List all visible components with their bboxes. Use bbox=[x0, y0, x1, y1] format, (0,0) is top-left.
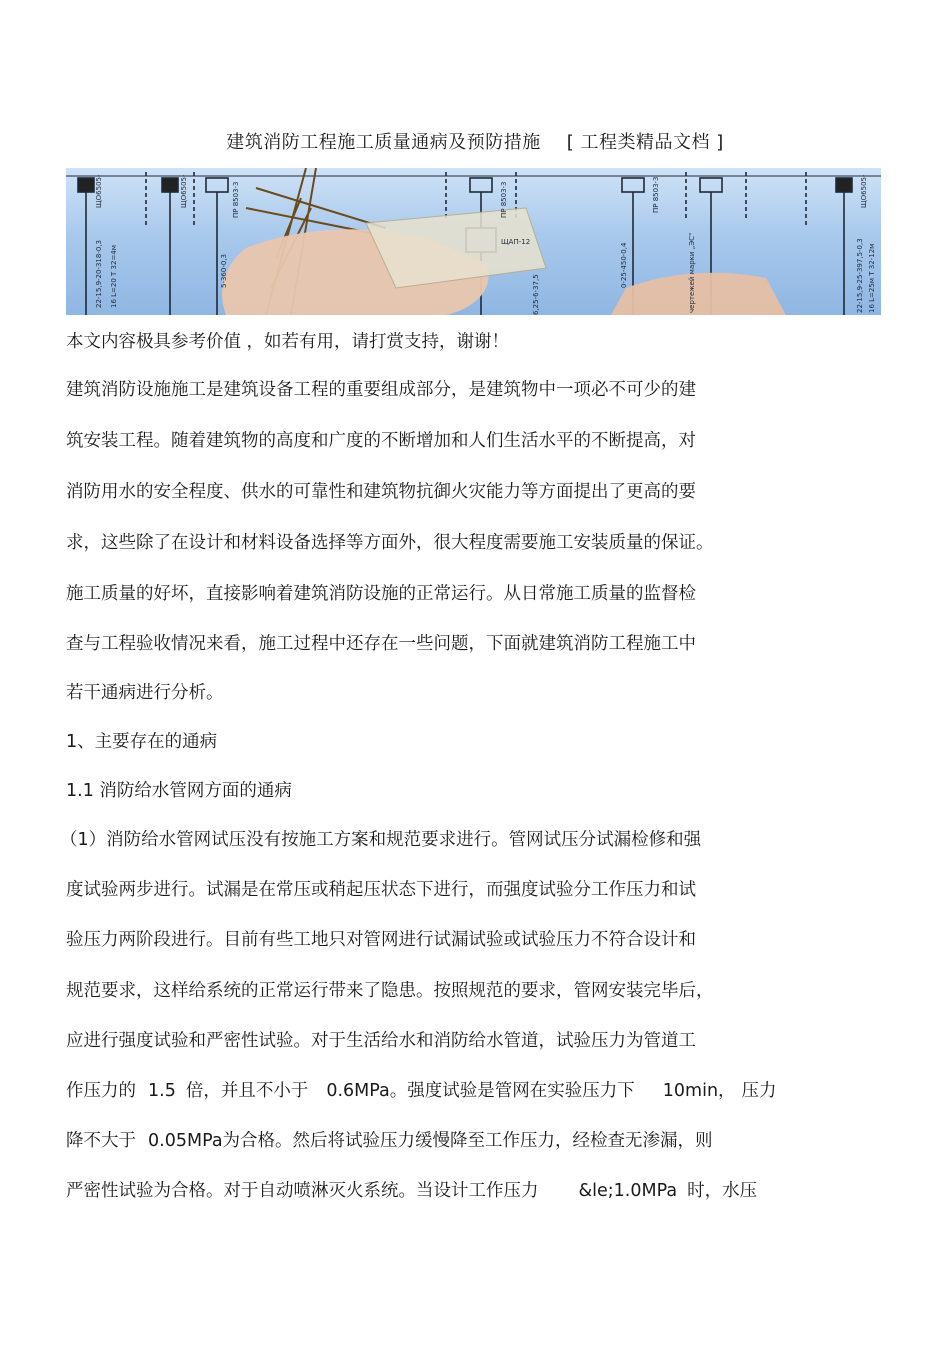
banner-label: 0-25-450-0,4 bbox=[620, 242, 628, 288]
body-line: 消防用水的安全程度、供水的可靠性和建筑物抗御火灾能力等方面提出了更高的要 bbox=[66, 482, 696, 502]
body-line: 若干通病进行分析。 bbox=[66, 683, 224, 703]
banner-label: ЩО6505- bbox=[180, 174, 188, 208]
value-segment: 1.5 bbox=[148, 1081, 176, 1101]
title-tag: [ 工程类精品文档 ] bbox=[566, 132, 724, 153]
subsection-heading: 1.1 消防给水管网方面的通病 bbox=[66, 781, 292, 801]
body-line: 应进行强度试验和严密性试验。对于生活给水和消防给水管道，试验压力为管道工 bbox=[66, 1031, 696, 1051]
banner-illustration bbox=[66, 168, 881, 315]
text-segment: 0.05MPa为合格。然后将试验压力缓慢降至工作压力，经检查无渗漏，则 bbox=[148, 1131, 713, 1151]
banner-label: 16 L=25м T 32-12м bbox=[868, 243, 876, 313]
body-line: 施工质量的好坏，直接影响着建筑消防设施的正常运行。从日常施工质量的监督检 bbox=[66, 584, 696, 604]
body-line: 查与工程验收情况来看，施工过程中还存在一些问题，下面就建筑消防工程施工中 bbox=[66, 634, 696, 654]
body-line: 验压力两阶段进行。目前有些工地只对管网进行试漏试验或试验压力不符合设计和 bbox=[66, 930, 696, 950]
banner-label: ЩО6505- bbox=[860, 174, 868, 208]
banner-label: ЩАП-12 bbox=[501, 238, 531, 246]
document-title bbox=[0, 128, 950, 154]
body-line: 规范要求，这样给系统的正常运行带来了隐患。按照规范的要求，管网安装完毕后， bbox=[66, 981, 714, 1001]
body-line: 筑安装工程。随着建筑物的高度和广度的不断增加和人们生活水平的不断提高，对 bbox=[66, 431, 696, 451]
value-segment: 10min， bbox=[662, 1081, 736, 1101]
banner-label: ПР 8503-3 bbox=[500, 181, 508, 218]
banner-label: 22-15,9-20-318-0,3 bbox=[95, 240, 103, 308]
banner-label: 16 L=20 T 32=4м bbox=[110, 244, 118, 308]
text-segment: 倍，并且不小于 bbox=[185, 1081, 309, 1101]
banner-label: ЩО6505- bbox=[95, 174, 103, 208]
banner-label: 22-15,9-25-397,5-0,3 bbox=[856, 238, 864, 313]
text-segment: 作压力的 bbox=[66, 1081, 136, 1101]
title-text: 建筑消防工程施工质量通病及预防措施 bbox=[226, 132, 541, 153]
body-line: 求，这些除了在设计和材料设备选择等方面外，很大程度需要施工安装质量的保证。 bbox=[66, 533, 714, 553]
banner-label: ПР 8503-3 bbox=[232, 181, 240, 218]
text-segment: 强度试验是管网在实验压力下 bbox=[407, 1081, 635, 1101]
banner-label: ПР 8503-3 bbox=[652, 176, 660, 213]
text-segment: 降不大于 bbox=[66, 1131, 136, 1151]
body-line-mixed bbox=[66, 1079, 777, 1103]
body-line-mixed bbox=[66, 1129, 713, 1153]
banner-image bbox=[66, 168, 881, 315]
body-line-mixed bbox=[66, 1179, 757, 1203]
body-line: （1）消防给水管网试压没有按施工方案和规范要求进行。管网试压分试漏检修和强 bbox=[60, 830, 702, 850]
banner-label: чертежей марки „ЭС" bbox=[688, 232, 696, 313]
value-segment: &le;1.0MPa bbox=[578, 1181, 678, 1201]
intro-line: 本文内容极具参考价值 ，如若有用，请打赏支持，谢谢！ bbox=[66, 332, 510, 352]
section-heading: 1、主要存在的通病 bbox=[66, 732, 218, 752]
body-line: 度试验两步进行。试漏是在常压或稍起压状态下进行，而强度试验分工作压力和试 bbox=[66, 880, 696, 900]
banner-label: 6,25-6-37,5 bbox=[532, 274, 540, 315]
text-segment: 严密性试验为合格。对于自动喷淋灭火系统。当设计工作压力 bbox=[66, 1181, 539, 1201]
value-segment: 0.6MPa。 bbox=[326, 1081, 408, 1101]
banner-label: 5-360-0,3 bbox=[220, 254, 228, 288]
text-segment: 压力 bbox=[741, 1081, 777, 1101]
body-line: 建筑消防设施施工是建筑设备工程的重要组成部分，是建筑物中一项必不可少的建 bbox=[66, 380, 696, 400]
text-segment: 时，水压 bbox=[687, 1181, 758, 1201]
